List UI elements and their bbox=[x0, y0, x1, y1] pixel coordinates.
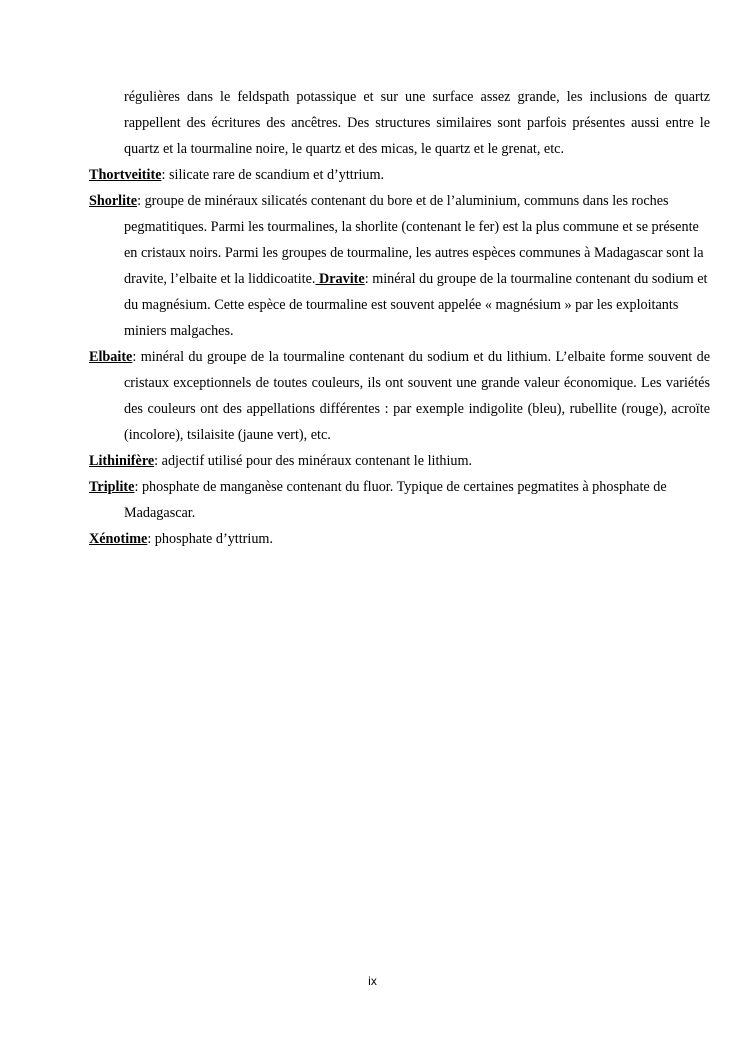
page-number: ix bbox=[368, 974, 377, 988]
glossary-definition-shorlite: : groupe de minéraux silicatés contenant du bore et de l’aluminium, communs dans les roches pegmatitiques. Parmi les tourmalines, la shorlite (contenant le fer) est la plus commune et se présente en cristaux noirs. Parmi les groupes de tourmaline, les autres espèces communes à Madagascar sont la dravite, l’elbaite et la liddicoatite. bbox=[124, 193, 704, 287]
glossary-term-shorlite: Shorlite bbox=[89, 193, 138, 209]
glossary-body bbox=[89, 84, 710, 552]
glossary-term-elbaite: Elbaite bbox=[89, 349, 133, 365]
glossary-definition-xenotime: : phosphate d’yttrium. bbox=[147, 531, 274, 547]
glossary-entry-triplite bbox=[89, 474, 710, 526]
glossary-term-thortveitite: Thortveitite bbox=[89, 167, 162, 183]
glossary-definition-thortveitite: : silicate rare de scandium et d’yttrium. bbox=[161, 167, 385, 183]
glossary-entry-lithinifere bbox=[89, 448, 710, 474]
intro-continuation-paragraph bbox=[89, 84, 710, 162]
glossary-definition-dravite: : minéral du groupe de la tourmaline contenant du sodium et du magnésium. Cette espèce de tourmaline est souvent appelée « magnésium » par les exploitants miniers malgaches. bbox=[124, 271, 708, 339]
glossary-entry-shorlite bbox=[89, 188, 710, 344]
glossary-term-lithinifere: Lithinifère bbox=[89, 453, 155, 469]
intro-continuation-text: régulières dans le feldspath potassique et sur une surface assez grande, les inclusions de quartz rappellent des écritures des ancêtres. Des structures similaires sont parfois présentes aussi entre le quartz et la tourmaline noire, le quartz et des micas, le quartz et le grenat, etc. bbox=[124, 89, 710, 157]
glossary-term-triplite: Triplite bbox=[89, 479, 135, 495]
glossary-definition-lithinifere: : adjectif utilisé pour des minéraux contenant le lithium. bbox=[154, 453, 473, 469]
glossary-definition-elbaite: : minéral du groupe de la tourmaline contenant du sodium et du lithium. L’elbaite forme souvent de cristaux exceptionnels de toutes couleurs, ils ont souvent une grande valeur économique. Les variétés des couleurs ont des appellations différentes : par exemple indigolite (bleu), rubellite (rouge), acroïte (incolore), tsilaisite (jaune vert), etc. bbox=[124, 349, 710, 443]
glossary-entry-thortveitite bbox=[89, 162, 710, 188]
glossary-entry-xenotime bbox=[89, 526, 710, 552]
glossary-term-xenotime: Xénotime bbox=[89, 531, 148, 547]
glossary-term-dravite: Dravite bbox=[315, 271, 365, 287]
glossary-definition-triplite: : phosphate de manganèse contenant du fluor. Typique de certaines pegmatites à phosphate de Madagascar. bbox=[124, 479, 667, 521]
glossary-entry-elbaite bbox=[89, 344, 710, 448]
